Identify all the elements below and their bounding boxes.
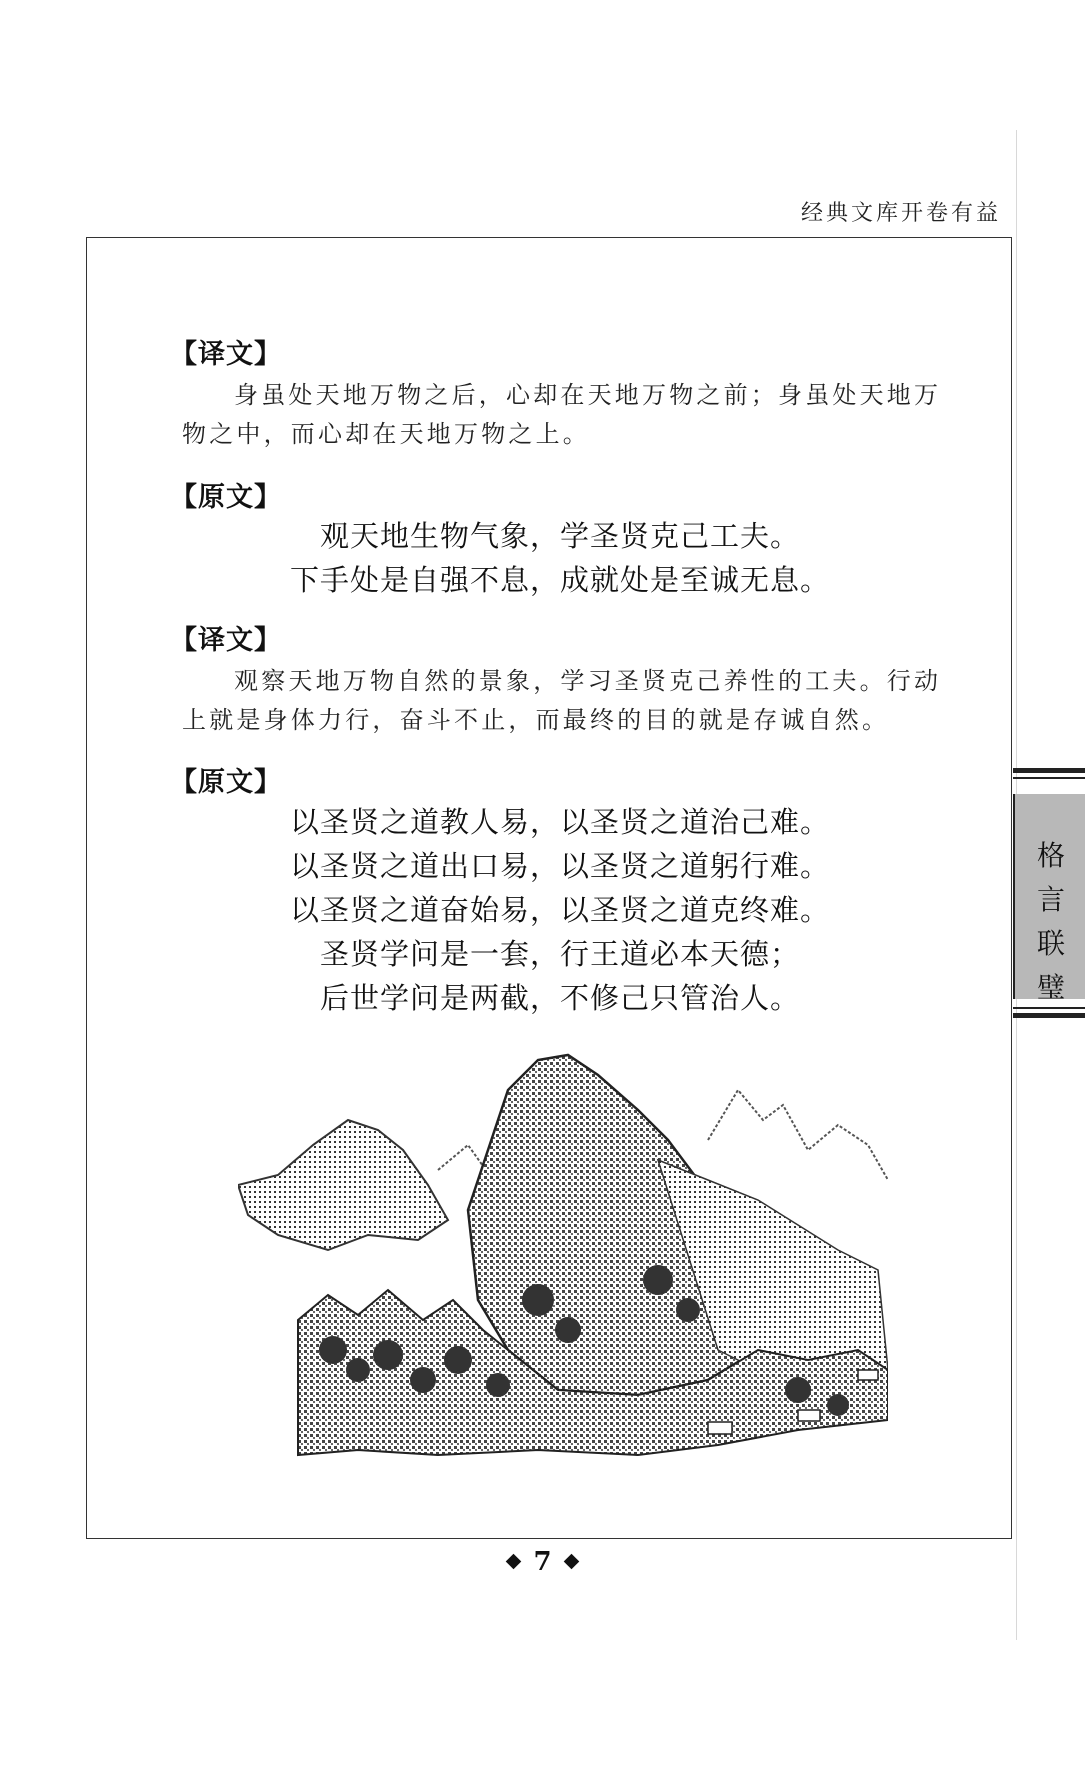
tab-rule bbox=[1013, 1013, 1085, 1018]
section-label-translation: 【译文】 bbox=[170, 339, 282, 370]
chapter-title-char: 联 bbox=[1036, 927, 1065, 960]
verse-line: 观天地生物气象，学圣贤克己工夫。 bbox=[319, 519, 800, 553]
tab-rule bbox=[1013, 777, 1085, 779]
verse-line: 以圣贤之道出口易，以圣贤之道躬行难。 bbox=[289, 849, 830, 883]
page-number-value: 7 bbox=[533, 1547, 552, 1577]
diamond-ornament-icon bbox=[563, 1553, 579, 1569]
chapter-title-char: 璧 bbox=[1036, 971, 1065, 1004]
section-label-translation: 【译文】 bbox=[170, 625, 282, 656]
tab-body bbox=[1013, 794, 1085, 1004]
verse-line: 以圣贤之道教人易，以圣贤之道治己难。 bbox=[289, 805, 830, 839]
tab-rule bbox=[1013, 1007, 1085, 1009]
translation-paragraph: 观察天地万物自然的景象，学习圣贤克己养性的工夫。行动上就是身体力行，奋斗不止，而最终的目的就是存诚自然。 bbox=[182, 667, 942, 734]
section-label-original: 【原文】 bbox=[170, 767, 282, 798]
translation-paragraph: 身虽处天地万物之后，心却在天地万物之前；身虽处天地万物之中，而心却在天地万物之上。 bbox=[182, 381, 942, 448]
verse-line: 以圣贤之道奋始易，以圣贤之道克终难。 bbox=[289, 893, 830, 927]
chapter-side-tab bbox=[1013, 768, 1085, 1025]
running-header: 经典文库开卷有益 bbox=[800, 201, 1001, 226]
section-label-original: 【原文】 bbox=[170, 482, 282, 513]
diamond-ornament-icon bbox=[506, 1553, 522, 1569]
verse-line: 下手处是自强不息，成就处是至诚无息。 bbox=[289, 563, 830, 597]
chapter-title-char: 格 bbox=[1036, 839, 1065, 872]
chapter-title-vertical bbox=[1015, 834, 1085, 1010]
translation-text bbox=[182, 376, 947, 454]
original-verse bbox=[180, 514, 940, 602]
original-verse bbox=[180, 800, 940, 1020]
translation-text bbox=[182, 662, 947, 740]
tab-rule bbox=[1013, 768, 1085, 773]
verse-line: 圣贤学问是一套，行王道必本天德； bbox=[319, 937, 800, 971]
page-number bbox=[0, 1547, 1085, 1577]
mountain-landscape-illustration bbox=[238, 1050, 888, 1460]
chapter-title-char: 言 bbox=[1036, 883, 1065, 916]
verse-line: 后世学问是两截，不修己只管治人。 bbox=[319, 981, 800, 1015]
